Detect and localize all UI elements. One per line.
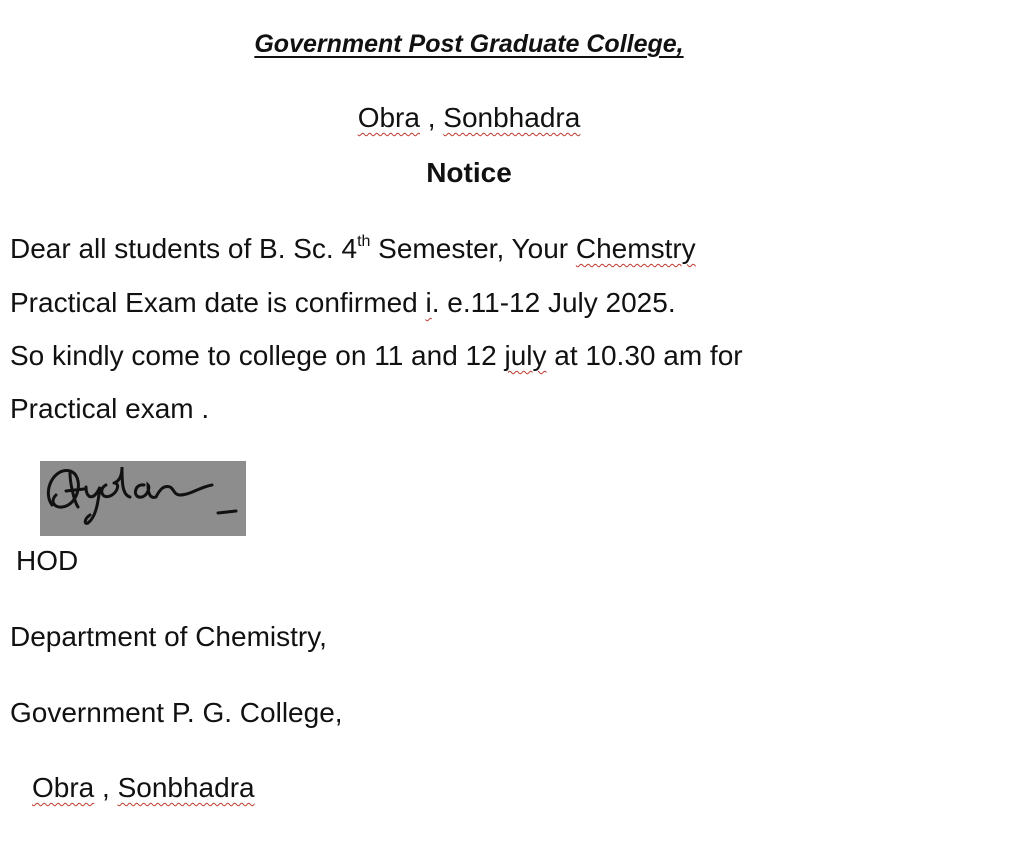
department-name: Department of Chemistry, xyxy=(10,621,327,652)
footer-place-separator: , xyxy=(94,772,118,803)
signature-image xyxy=(40,461,246,536)
footer-district: Sonbhadra xyxy=(117,772,255,803)
college-title: Government Post Graduate College, xyxy=(254,30,684,58)
header-district: Sonbhadra xyxy=(443,102,581,133)
notice-line-4: Practical exam . xyxy=(10,393,210,424)
header-place xyxy=(0,102,938,134)
flagged-word-i: i xyxy=(425,287,432,318)
line2-start: Practical Exam date is confirmed xyxy=(10,287,426,318)
line2-end: . e.11-12 July 2025. xyxy=(431,287,676,318)
notice-line-1 xyxy=(10,233,696,265)
signatory-role: HOD xyxy=(16,545,79,576)
notice-line-2 xyxy=(10,287,676,319)
signature-scribble xyxy=(40,461,246,536)
footer-college-name: Government P. G. College, xyxy=(10,697,343,728)
footer-town: Obra xyxy=(32,772,95,803)
line3-end: at 10.30 am for xyxy=(546,340,743,371)
header-town: Obra xyxy=(357,102,420,133)
line3-start: So kindly come to college on 11 and 12 xyxy=(10,340,505,371)
footer-place xyxy=(32,772,255,804)
notice-title: Notice xyxy=(426,157,512,188)
ordinal-suffix: th xyxy=(357,232,371,250)
line1-start: Dear all students of B. Sc. 4 xyxy=(10,233,358,264)
header-place-separator: , xyxy=(419,102,444,133)
notice-line-3 xyxy=(10,340,743,372)
misspelled-word-chemstry: Chemstry xyxy=(575,233,696,264)
line1-middle: Semester, Your xyxy=(370,233,576,264)
flagged-word-july: july xyxy=(504,340,547,371)
